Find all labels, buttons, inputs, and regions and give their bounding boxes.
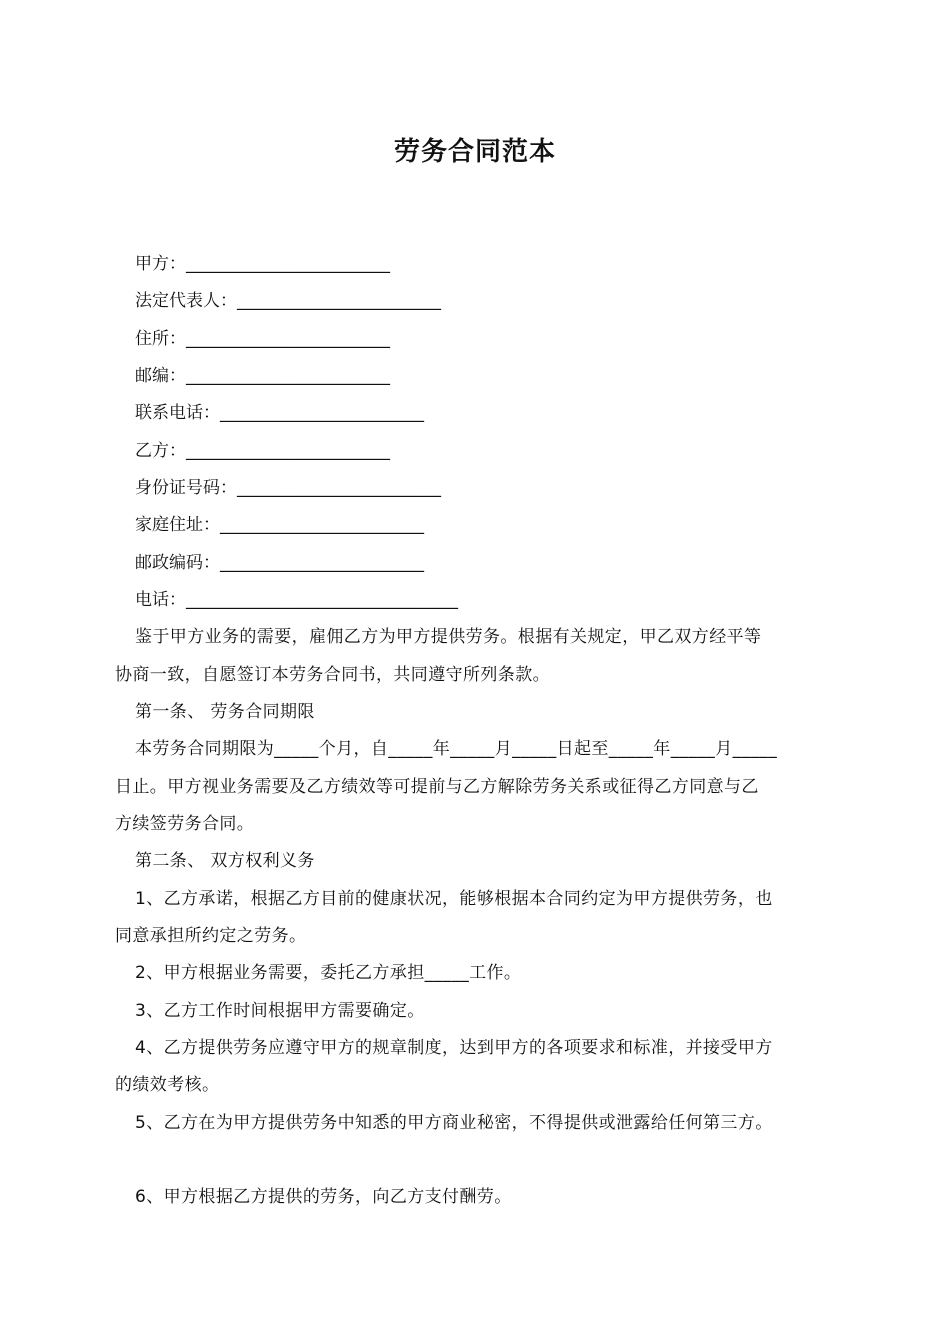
phone-field: 电话：________________________________ xyxy=(135,590,458,610)
article-1-line: 本劳务合同期限为_____个月，自_____年_____月_____日起至_____年_____月_____ xyxy=(135,739,778,759)
id-number-field: 身份证号码：________________________ xyxy=(135,478,441,498)
clause-5-line: 5、乙方在为甲方提供劳务中知悉的甲方商业秘密，不得提供或泄露给任何第三方。 xyxy=(135,1113,773,1133)
clause-4-line: 4、乙方提供劳务应遵守甲方的规章制度，达到甲方的各项要求和标准，并接受甲方 xyxy=(135,1038,773,1058)
contact-phone-field: 联系电话：________________________ xyxy=(135,403,424,423)
home-address-field: 家庭住址：________________________ xyxy=(135,515,424,535)
article-1-heading: 第一条、 劳务合同期限 xyxy=(135,702,315,722)
legal-representative-field: 法定代表人：________________________ xyxy=(135,291,441,311)
clause-2-line: 2、甲方根据业务需要，委托乙方承担_____工作。 xyxy=(135,963,522,983)
address-field: 住所：________________________ xyxy=(135,329,390,349)
clause-4-line: 的绩效考核。 xyxy=(115,1075,220,1095)
clause-6-line: 6、甲方根据乙方提供的劳务，向乙方支付酬劳。 xyxy=(135,1187,512,1207)
postcode-field: 邮编：________________________ xyxy=(135,366,390,386)
preamble-line: 协商一致，自愿签订本劳务合同书，共同遵守所列条款。 xyxy=(115,665,550,685)
article-1-line: 日止。甲方视业务需要及乙方绩效等可提前与乙方解除劳务关系或征得乙方同意与乙 xyxy=(115,777,759,797)
party-b-field: 乙方：________________________ xyxy=(135,441,390,461)
clause-1-line: 同意承担所约定之劳务。 xyxy=(115,926,307,946)
page-title: 劳务合同范本 xyxy=(393,137,556,167)
article-1-line: 方续签劳务合同。 xyxy=(115,814,255,834)
clause-3-line: 3、乙方工作时间根据甲方需要确定。 xyxy=(135,1001,425,1021)
article-2-heading: 第二条、 双方权利义务 xyxy=(135,851,315,871)
clause-1-line: 1、乙方承诺，根据乙方目前的健康状况，能够根据本合同约定为甲方提供劳务，也 xyxy=(135,889,773,909)
party-a-field: 甲方：________________________ xyxy=(135,254,390,274)
preamble-line: 鉴于甲方业务的需要，雇佣乙方为甲方提供劳务。根据有关规定，甲乙双方经平等 xyxy=(135,627,762,647)
postal-code-field: 邮政编码：________________________ xyxy=(135,553,424,573)
